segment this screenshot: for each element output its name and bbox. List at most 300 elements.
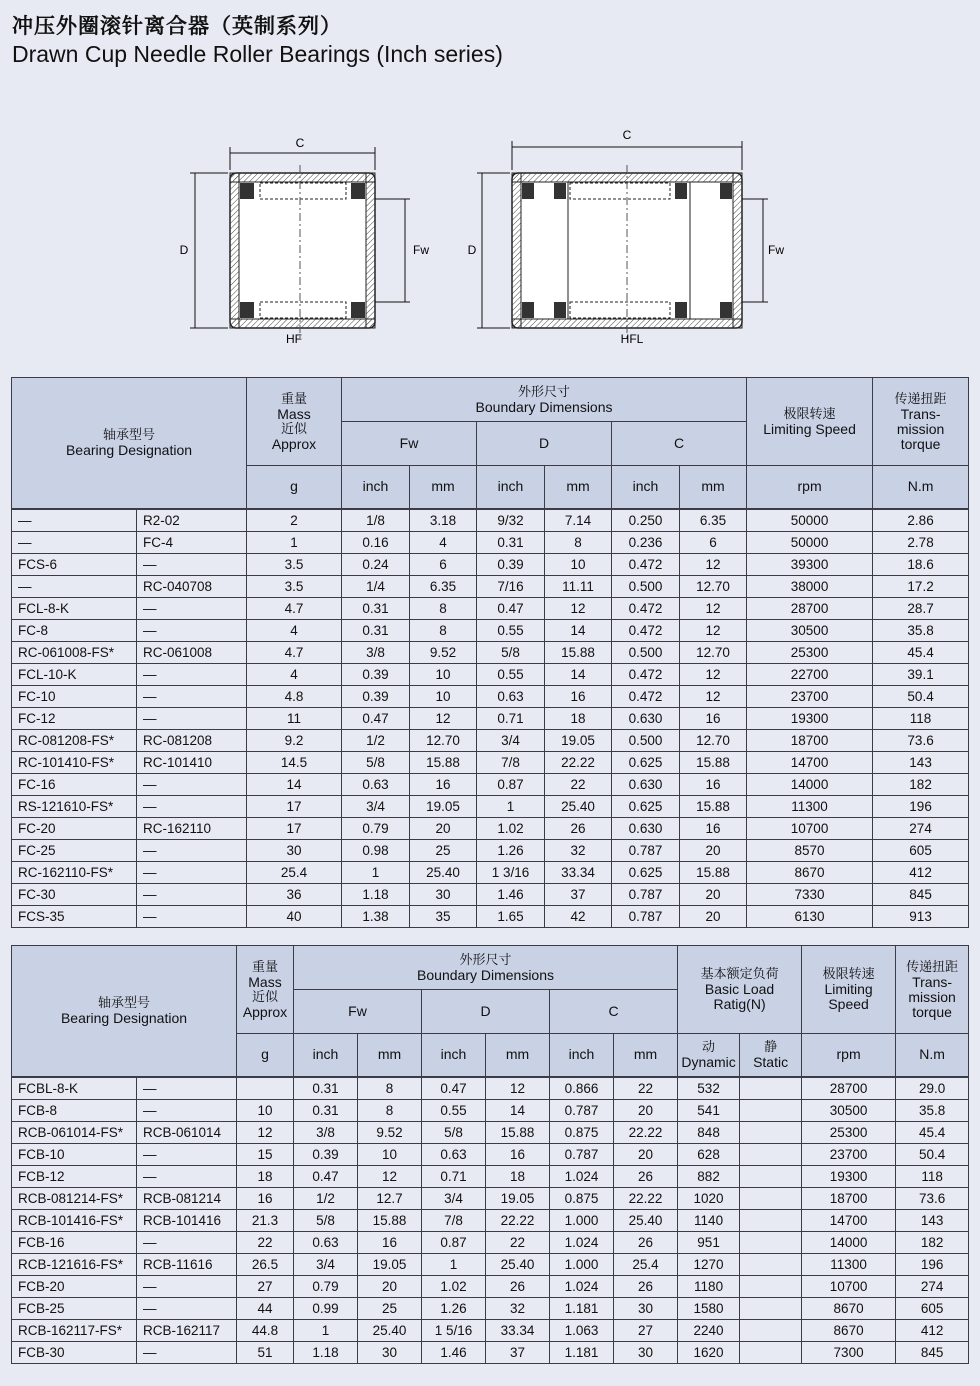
table-cell: 19.05 — [545, 729, 612, 751]
table-cell: — — [137, 1231, 237, 1253]
table-cell: 14 — [545, 619, 612, 641]
table-cell: FC-30 — [12, 883, 137, 905]
table-cell: 25.40 — [358, 1319, 422, 1341]
table-cell: 7/8 — [422, 1209, 486, 1231]
table-cell: 33.34 — [545, 861, 612, 883]
table-cell: RC-101410-FS* — [12, 751, 137, 773]
table-cell: 0.31 — [342, 597, 410, 619]
table-cell: 1 — [422, 1253, 486, 1275]
table-cell: 1.181 — [550, 1341, 614, 1363]
table-cell: 19300 — [747, 707, 873, 729]
table-cell: 27 — [237, 1275, 294, 1297]
table-cell: 1270 — [678, 1253, 740, 1275]
table-row — [12, 905, 969, 927]
table-cell: 1 5/16 — [422, 1319, 486, 1341]
table-cell: 45.4 — [873, 641, 969, 663]
table-cell: 1620 — [678, 1341, 740, 1363]
table-cell: 7/8 — [477, 751, 545, 773]
table-cell: 0.630 — [612, 707, 680, 729]
table-cell: FC-20 — [12, 817, 137, 839]
table-cell: 1140 — [678, 1209, 740, 1231]
table-cell: 14 — [545, 663, 612, 685]
table-cell: 7.14 — [545, 509, 612, 532]
table-cell: RCB-162117 — [137, 1319, 237, 1341]
table-cell — [740, 1121, 802, 1143]
table-cell: 0.99 — [294, 1297, 358, 1319]
table-cell: 15 — [237, 1143, 294, 1165]
table-cell: 845 — [896, 1341, 969, 1363]
table-cell: 25.40 — [545, 795, 612, 817]
unit-inch: inch — [342, 466, 410, 509]
table-cell: 1 3/16 — [477, 861, 545, 883]
table-cell: — — [12, 531, 137, 553]
table-cell: 0.787 — [612, 839, 680, 861]
table-row — [12, 685, 969, 707]
table-cell: 14 — [486, 1099, 550, 1121]
table-cell: 11.11 — [545, 575, 612, 597]
table-cell: 0.16 — [342, 531, 410, 553]
table-cell: 0.625 — [612, 861, 680, 883]
table-cell: 17.2 — [873, 575, 969, 597]
table-row — [12, 861, 969, 883]
table-cell: 28700 — [747, 597, 873, 619]
mass-header: 重量 Mass 近似 Approx — [247, 378, 342, 466]
table-cell: 25.40 — [614, 1209, 678, 1231]
table-cell: 0.63 — [422, 1143, 486, 1165]
table-cell: 50000 — [747, 531, 873, 553]
table-cell: 32 — [545, 839, 612, 861]
table-cell: 15.88 — [410, 751, 477, 773]
table-row — [12, 1341, 969, 1363]
table-row — [12, 1121, 969, 1143]
table-cell: — — [137, 597, 247, 619]
table-cell: 30 — [247, 839, 342, 861]
table-cell: 8 — [410, 597, 477, 619]
hfl-d-label: D — [467, 243, 477, 257]
table-cell: — — [137, 685, 247, 707]
table-cell: 3/8 — [342, 641, 410, 663]
table-cell: 25 — [358, 1297, 422, 1319]
table-cell: 26 — [614, 1231, 678, 1253]
table-cell: 0.55 — [477, 619, 545, 641]
table-cell: 1/8 — [342, 509, 410, 532]
table-cell: 20 — [680, 883, 747, 905]
table-cell: 196 — [873, 795, 969, 817]
table-cell: 28700 — [802, 1077, 896, 1100]
table-cell: 882 — [678, 1165, 740, 1187]
table-cell: 1 — [247, 531, 342, 553]
table-cell: 1.38 — [342, 905, 410, 927]
table-cell: 18 — [486, 1165, 550, 1187]
table-cell: 33.34 — [486, 1319, 550, 1341]
table-cell: 12 — [545, 597, 612, 619]
table-cell: 1 — [342, 861, 410, 883]
table-cell: 38000 — [747, 575, 873, 597]
table-cell: 182 — [873, 773, 969, 795]
table-cell: 30 — [614, 1297, 678, 1319]
table-cell: 30500 — [747, 619, 873, 641]
table-cell: 25.4 — [247, 861, 342, 883]
table-row — [12, 1099, 969, 1121]
table-row — [12, 597, 969, 619]
table-cell: FC-10 — [12, 685, 137, 707]
table-cell: 37 — [486, 1341, 550, 1363]
table-cell: 10700 — [747, 817, 873, 839]
table-cell: RCB-11616 — [137, 1253, 237, 1275]
table-cell: 4.7 — [247, 641, 342, 663]
table-cell: 0.625 — [612, 751, 680, 773]
speed-header: 极限转速 Limiting Speed — [802, 946, 896, 1034]
table-cell: — — [137, 905, 247, 927]
table-cell: 20 — [410, 817, 477, 839]
table-row — [12, 619, 969, 641]
table-row — [12, 1275, 969, 1297]
table-cell: 39300 — [747, 553, 873, 575]
table-cell: 26 — [614, 1275, 678, 1297]
table-cell: 7330 — [747, 883, 873, 905]
table-cell: 12 — [680, 663, 747, 685]
table-cell: 8670 — [747, 861, 873, 883]
table-cell: 412 — [896, 1319, 969, 1341]
table-cell: 11300 — [802, 1253, 896, 1275]
hf-d-label: D — [179, 243, 189, 257]
table-cell: 1.181 — [550, 1297, 614, 1319]
unit-nm: N.m — [896, 1034, 969, 1077]
table-cell: FCS-35 — [12, 905, 137, 927]
table-cell: 16 — [680, 707, 747, 729]
table-cell: 3.18 — [410, 509, 477, 532]
table-cell: 0.787 — [550, 1143, 614, 1165]
table-cell: 7300 — [802, 1341, 896, 1363]
table-cell: 0.875 — [550, 1187, 614, 1209]
table-cell: 16 — [358, 1231, 422, 1253]
table-cell: RC-162110 — [137, 817, 247, 839]
table-cell: 2 — [247, 509, 342, 532]
table-cell: RCB-121616-FS* — [12, 1253, 137, 1275]
table-cell: 1.000 — [550, 1209, 614, 1231]
table-cell: FC-25 — [12, 839, 137, 861]
table-cell: FCB-30 — [12, 1341, 137, 1363]
table-cell: — — [137, 839, 247, 861]
unit-rpm: rpm — [802, 1034, 896, 1077]
table-cell: 44 — [237, 1297, 294, 1319]
table-cell: — — [137, 619, 247, 641]
table-cell: — — [137, 1077, 237, 1100]
table-cell: R2-02 — [137, 509, 247, 532]
table-cell: 118 — [873, 707, 969, 729]
torque-header: 传递扭距 Trans- mission torque — [896, 946, 969, 1034]
table-cell: — — [137, 773, 247, 795]
table-cell: — — [137, 1099, 237, 1121]
table-cell: 0.472 — [612, 553, 680, 575]
table-cell: 0.236 — [612, 531, 680, 553]
table-cell: RCB-101416-FS* — [12, 1209, 137, 1231]
table-cell: 274 — [873, 817, 969, 839]
table-cell — [740, 1319, 802, 1341]
table-cell: 1.18 — [342, 883, 410, 905]
table-row — [12, 707, 969, 729]
d-header: D — [477, 422, 612, 466]
table-cell: 25300 — [802, 1121, 896, 1143]
table-cell: 0.39 — [342, 685, 410, 707]
table-cell: 0.39 — [294, 1143, 358, 1165]
hf-c-label: C — [295, 136, 305, 150]
table-cell: 16 — [410, 773, 477, 795]
table-row — [12, 663, 969, 685]
fw-header: Fw — [294, 990, 422, 1034]
table-cell: 16 — [680, 773, 747, 795]
table-cell: 22.22 — [614, 1187, 678, 1209]
table-cell: 1.26 — [422, 1297, 486, 1319]
table-cell: 15.88 — [545, 641, 612, 663]
table-cell: 0.472 — [612, 685, 680, 707]
table-cell: 35.8 — [873, 619, 969, 641]
table-cell: 8 — [358, 1077, 422, 1100]
table-cell: 541 — [678, 1099, 740, 1121]
table-cell: 51 — [237, 1341, 294, 1363]
table-cell: 1580 — [678, 1297, 740, 1319]
table-cell: 4 — [247, 663, 342, 685]
table-cell: 0.39 — [477, 553, 545, 575]
c-header: C — [612, 422, 747, 466]
table-cell: RC-040708 — [137, 575, 247, 597]
table-cell: 913 — [873, 905, 969, 927]
table-row — [12, 1165, 969, 1187]
table-cell: 10 — [237, 1099, 294, 1121]
hfl-fw-label: Fw — [768, 243, 784, 257]
table-cell: 30500 — [802, 1099, 896, 1121]
table-cell: FC-4 — [137, 531, 247, 553]
hf-bearing-diagram — [170, 125, 450, 355]
table-cell: RC-162110-FS* — [12, 861, 137, 883]
table-cell: 10 — [410, 663, 477, 685]
table-cell: 182 — [896, 1231, 969, 1253]
torque-header: 传递扭距 Trans- mission torque — [873, 378, 969, 466]
table-cell: 1.02 — [477, 817, 545, 839]
table-cell: RS-121610-FS* — [12, 795, 137, 817]
table-cell: 1.46 — [422, 1341, 486, 1363]
table-cell: 0.500 — [612, 641, 680, 663]
table-cell: 19300 — [802, 1165, 896, 1187]
table-cell: 25300 — [747, 641, 873, 663]
table-cell: 26 — [614, 1165, 678, 1187]
table-cell: 40 — [247, 905, 342, 927]
table-cell: RCB-061014 — [137, 1121, 237, 1143]
table-cell: 20 — [680, 905, 747, 927]
table-cell — [740, 1253, 802, 1275]
table-cell: 14000 — [802, 1231, 896, 1253]
table-cell: 0.71 — [422, 1165, 486, 1187]
table-cell: 1.024 — [550, 1165, 614, 1187]
table-cell: — — [137, 1341, 237, 1363]
table-cell: 4 — [247, 619, 342, 641]
table-cell: 23700 — [802, 1143, 896, 1165]
table-cell: FCB-10 — [12, 1143, 137, 1165]
d-header: D — [422, 990, 550, 1034]
table-cell: 73.6 — [873, 729, 969, 751]
table-cell: 532 — [678, 1077, 740, 1100]
dims-header: 外形尺寸 Boundary Dimensions — [294, 946, 678, 990]
table-cell: 0.31 — [342, 619, 410, 641]
table-cell: FC-12 — [12, 707, 137, 729]
table-cell: — — [12, 509, 137, 532]
table-cell: 8670 — [802, 1319, 896, 1341]
table-cell: FC-8 — [12, 619, 137, 641]
designation-header: 轴承型号 Bearing Designation — [12, 946, 237, 1077]
table-cell: 15.88 — [680, 751, 747, 773]
table-cell: 1/4 — [342, 575, 410, 597]
table-cell: 14 — [247, 773, 342, 795]
page-title-chinese: 冲压外圈滚针离合器（英制系列） — [12, 14, 342, 38]
table-cell: RCB-162117-FS* — [12, 1319, 137, 1341]
table-row — [12, 553, 969, 575]
table-cell: 20 — [358, 1275, 422, 1297]
table-cell: 0.31 — [294, 1077, 358, 1100]
table-cell: 0.47 — [342, 707, 410, 729]
unit-mm: mm — [680, 466, 747, 509]
unit-rpm: rpm — [747, 466, 873, 509]
table-cell: 0.39 — [342, 663, 410, 685]
table-cell: 3/4 — [422, 1187, 486, 1209]
table-cell: RCB-081214 — [137, 1187, 237, 1209]
table-cell: 5/8 — [422, 1121, 486, 1143]
table-cell: 30 — [614, 1341, 678, 1363]
table-cell: — — [137, 553, 247, 575]
table-cell: 143 — [873, 751, 969, 773]
table-cell: 19.05 — [358, 1253, 422, 1275]
table-cell: 6 — [680, 531, 747, 553]
table-row — [12, 1143, 969, 1165]
table-cell: 0.630 — [612, 773, 680, 795]
table-cell — [740, 1297, 802, 1319]
table-cell: 35 — [410, 905, 477, 927]
table-cell: 0.787 — [612, 883, 680, 905]
table-cell: 196 — [896, 1253, 969, 1275]
table-cell: 143 — [896, 1209, 969, 1231]
table-cell: 0.87 — [422, 1231, 486, 1253]
table-cell: FCS-6 — [12, 553, 137, 575]
table-cell: RC-101410 — [137, 751, 247, 773]
table-cell: 29.0 — [896, 1077, 969, 1100]
table-cell: 12.70 — [680, 641, 747, 663]
table-cell: 605 — [873, 839, 969, 861]
table-cell: 12.70 — [680, 575, 747, 597]
table-cell: 10 — [545, 553, 612, 575]
table-cell: 1.02 — [422, 1275, 486, 1297]
table-cell: 22 — [237, 1231, 294, 1253]
table-cell: 12 — [680, 597, 747, 619]
dynamic-header: 动 Dynamic — [678, 1034, 740, 1077]
table-cell: FCB-16 — [12, 1231, 137, 1253]
table-cell: 17 — [247, 795, 342, 817]
table-row — [12, 641, 969, 663]
table-cell: 848 — [678, 1121, 740, 1143]
table-cell: 6130 — [747, 905, 873, 927]
table-cell: 0.79 — [342, 817, 410, 839]
unit-inch: inch — [422, 1034, 486, 1077]
table-cell: 1020 — [678, 1187, 740, 1209]
table-cell: RCB-061014-FS* — [12, 1121, 137, 1143]
table-cell: 8570 — [747, 839, 873, 861]
table-cell: 19.05 — [410, 795, 477, 817]
table-cell: 0.472 — [612, 597, 680, 619]
table-cell: 0.24 — [342, 553, 410, 575]
table-cell: — — [137, 707, 247, 729]
table-cell: 1.024 — [550, 1231, 614, 1253]
table-cell: 22.22 — [614, 1121, 678, 1143]
table-cell: 32 — [486, 1297, 550, 1319]
table-cell: 1 — [477, 795, 545, 817]
table-cell: 9.52 — [358, 1121, 422, 1143]
table-cell: 16 — [545, 685, 612, 707]
table-cell: 20 — [614, 1143, 678, 1165]
table-cell: — — [137, 1297, 237, 1319]
table-cell: 25.4 — [614, 1253, 678, 1275]
table-cell: 19.05 — [486, 1187, 550, 1209]
unit-g: g — [237, 1034, 294, 1077]
table-cell: FCB-8 — [12, 1099, 137, 1121]
unit-inch: inch — [477, 466, 545, 509]
table-cell: 9.2 — [247, 729, 342, 751]
table-cell: 16 — [486, 1143, 550, 1165]
table-cell: 12 — [680, 553, 747, 575]
table-cell: 8 — [410, 619, 477, 641]
table-row — [12, 817, 969, 839]
table-cell: 0.500 — [612, 729, 680, 751]
table-cell: 12.70 — [410, 729, 477, 751]
table-cell: 9/32 — [477, 509, 545, 532]
table-cell: 0.79 — [294, 1275, 358, 1297]
table-row — [12, 509, 969, 532]
table-cell: 42 — [545, 905, 612, 927]
table-cell: 628 — [678, 1143, 740, 1165]
table-cell: FCB-25 — [12, 1297, 137, 1319]
table-cell: FC-16 — [12, 773, 137, 795]
table-cell: 0.875 — [550, 1121, 614, 1143]
table-cell: 0.47 — [294, 1165, 358, 1187]
table-cell: 73.6 — [896, 1187, 969, 1209]
table-cell — [740, 1143, 802, 1165]
table-cell: 12.7 — [358, 1187, 422, 1209]
dims-header: 外形尺寸 Boundary Dimensions — [342, 378, 747, 422]
hf-type-label: HF — [286, 332, 302, 346]
unit-mm: mm — [545, 466, 612, 509]
unit-nm: N.m — [873, 466, 969, 509]
table-cell: 3.5 — [247, 575, 342, 597]
table-cell: 15.88 — [486, 1121, 550, 1143]
table-cell: 6 — [410, 553, 477, 575]
table-row — [12, 773, 969, 795]
table-cell: 25 — [410, 839, 477, 861]
table-cell: 3.5 — [247, 553, 342, 575]
table-cell: 17 — [247, 817, 342, 839]
table-cell: 5/8 — [342, 751, 410, 773]
table-cell: 1.000 — [550, 1253, 614, 1275]
table-cell: — — [12, 575, 137, 597]
table-cell: 39.1 — [873, 663, 969, 685]
table-cell: — — [137, 861, 247, 883]
table-cell: 23700 — [747, 685, 873, 707]
table-cell: 25.40 — [410, 861, 477, 883]
table-cell: 1.46 — [477, 883, 545, 905]
table-cell: 10 — [410, 685, 477, 707]
table-cell: 22 — [486, 1231, 550, 1253]
table-cell: 30 — [358, 1341, 422, 1363]
table-cell: 18 — [237, 1165, 294, 1187]
table-cell: 5/8 — [477, 641, 545, 663]
table-cell — [740, 1187, 802, 1209]
table-cell: 8 — [545, 531, 612, 553]
